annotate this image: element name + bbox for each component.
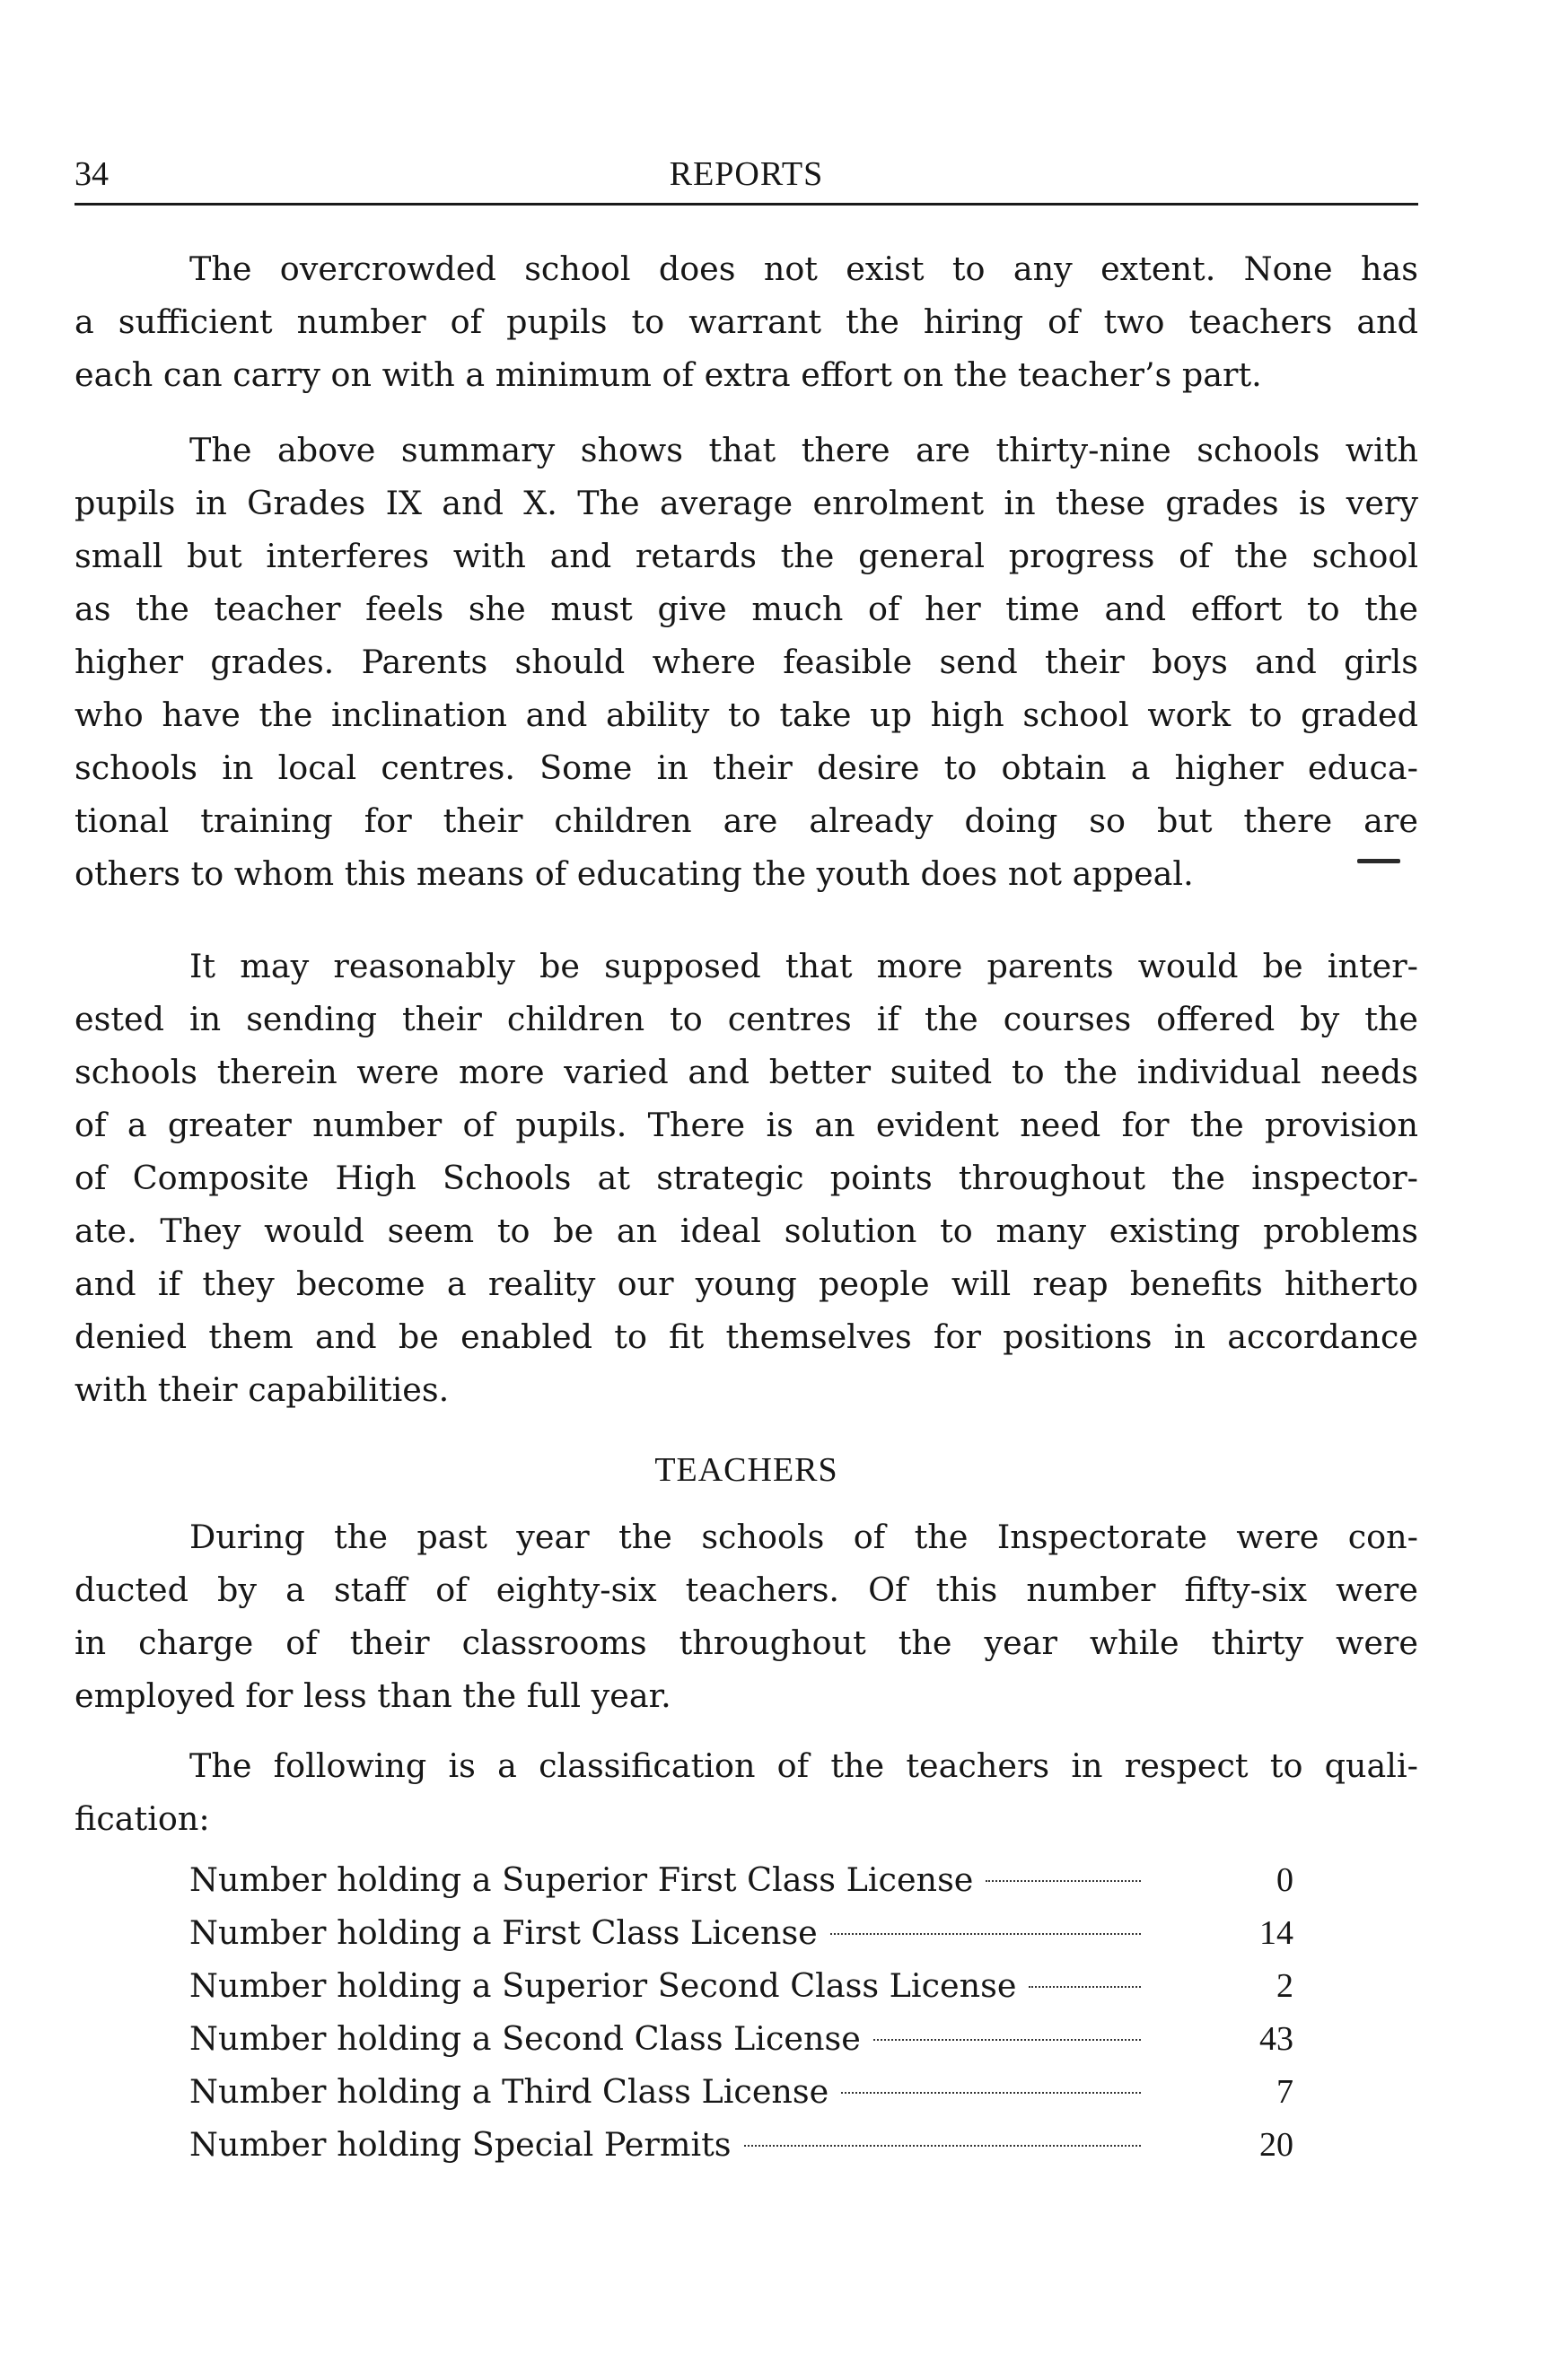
paragraph-line: employed for less than the full year. bbox=[75, 1676, 671, 1715]
paragraph-line: It may reasonably be supposed that more parents would be inter- bbox=[189, 947, 1418, 985]
paragraph-teaching-staff bbox=[75, 1510, 1418, 1722]
paragraph-line: tional training for their children are already doing so but there are bbox=[75, 801, 1418, 840]
paragraph-line: The overcrowded school does not exist to any extent. None has bbox=[189, 249, 1418, 288]
dot-leader bbox=[744, 2145, 1141, 2147]
section-heading-teachers: TEACHERS bbox=[654, 1451, 838, 1489]
paragraph-composite-high-schools bbox=[75, 940, 1418, 1416]
license-label: Number holding Special Permits bbox=[189, 2125, 732, 2164]
paragraph-line: The following is a classification of the teachers in respect to quali- bbox=[189, 1746, 1418, 1785]
paragraph-line: with their capabilities. bbox=[75, 1370, 450, 1409]
license-label: Number holding a Superior Second Class License bbox=[189, 1966, 1017, 2005]
dot-leader bbox=[1029, 1986, 1141, 1988]
dot-leader bbox=[841, 2092, 1141, 2094]
paragraph-line: others to whom this means of educating the youth does not appeal. bbox=[75, 854, 1194, 893]
table-row bbox=[189, 2118, 1293, 2171]
ink-mark bbox=[1357, 859, 1400, 863]
paragraph-line: pupils in Grades IX and X. The average enrolment in these grades is very bbox=[75, 484, 1418, 522]
license-count: 7 bbox=[1276, 2073, 1293, 2111]
license-label: Number holding a First Class License bbox=[189, 1913, 818, 1952]
table-row bbox=[189, 2065, 1293, 2118]
license-count: 20 bbox=[1259, 2126, 1293, 2164]
table-row bbox=[189, 2012, 1293, 2065]
paragraph-line: of a greater number of pupils. There is an evident need for the provision bbox=[75, 1106, 1418, 1144]
paragraph-overcrowded-schools bbox=[75, 242, 1418, 401]
page-number: 34 bbox=[75, 155, 109, 193]
paragraph-line: and if they become a reality our young people will reap benefits hitherto bbox=[75, 1264, 1418, 1303]
paragraph-classification-intro bbox=[75, 1739, 1418, 1845]
paragraph-line: in charge of their classrooms throughout the year while thirty were bbox=[75, 1623, 1418, 1662]
paragraph-line: small but interferes with and retards the general progress of the school bbox=[75, 537, 1418, 575]
license-label: Number holding a Third Class License bbox=[189, 2072, 829, 2111]
paragraph-line: a sufficient number of pupils to warrant the hiring of two teachers and bbox=[75, 302, 1418, 341]
paragraph-line: ested in sending their children to centres if the courses offered by the bbox=[75, 1000, 1418, 1038]
paragraph-line: higher grades. Parents should where feasible send their boys and girls bbox=[75, 643, 1418, 681]
license-classification-table bbox=[189, 1853, 1293, 2171]
table-row bbox=[189, 1906, 1293, 1959]
paragraph-line: each can carry on with a minimum of extra effort on the teacher’s part. bbox=[75, 355, 1262, 394]
paragraph-line: denied them and be enabled to fit themselves for positions in accordance bbox=[75, 1317, 1418, 1356]
license-count: 0 bbox=[1276, 1861, 1293, 1899]
table-row bbox=[189, 1853, 1293, 1906]
license-label: Number holding a Superior First Class License bbox=[189, 1860, 974, 1899]
paragraph-line: During the past year the schools of the Inspectorate were con- bbox=[189, 1518, 1418, 1556]
dot-leader bbox=[830, 1933, 1141, 1935]
license-count: 2 bbox=[1276, 1967, 1293, 2005]
paragraph-line: as the teacher feels she must give much of her time and effort to the bbox=[75, 590, 1418, 628]
paragraph-grades-ix-x bbox=[75, 424, 1418, 900]
paragraph-line: ducted by a staff of eighty-six teachers. Of this number fifty-six were bbox=[75, 1571, 1418, 1609]
page-header bbox=[75, 153, 1418, 206]
paragraph-line: who have the inclination and ability to take up high school work to graded bbox=[75, 696, 1418, 734]
running-title: REPORTS bbox=[669, 155, 824, 193]
paragraph-line: The above summary shows that there are thirty-nine schools with bbox=[189, 431, 1418, 469]
paragraph-line: schools in local centres. Some in their desire to obtain a higher educa- bbox=[75, 748, 1418, 787]
table-row bbox=[189, 1959, 1293, 2012]
license-count: 43 bbox=[1259, 2020, 1293, 2058]
paragraph-line: schools therein were more varied and better suited to the individual needs bbox=[75, 1053, 1418, 1091]
paragraph-line: of Composite High Schools at strategic points throughout the inspector- bbox=[75, 1159, 1418, 1197]
license-label: Number holding a Second Class License bbox=[189, 2019, 861, 2058]
paragraph-line: ate. They would seem to be an ideal solution to many existing problems bbox=[75, 1212, 1418, 1250]
dot-leader bbox=[986, 1880, 1141, 1882]
paragraph-line: fication: bbox=[75, 1799, 210, 1838]
license-count: 14 bbox=[1259, 1914, 1293, 1952]
dot-leader bbox=[873, 2039, 1141, 2041]
